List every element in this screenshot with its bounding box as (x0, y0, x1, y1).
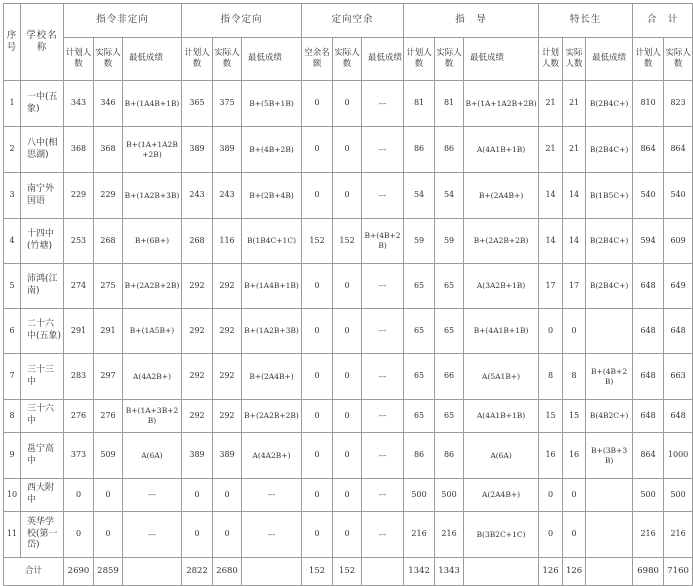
actual-cell: 0 (94, 479, 123, 512)
actual-cell: 0 (333, 264, 362, 309)
plan-cell: 0 (539, 512, 563, 558)
plan-cell: 65 (404, 354, 435, 400)
actual-cell: 0 (333, 81, 362, 127)
min-score-cell: B+(2A2B+2B) (123, 264, 182, 309)
actual-cell: 0 (333, 433, 362, 479)
actual-cell: 0 (563, 479, 586, 512)
plan-cell: 54 (404, 173, 435, 219)
min-score-cell: --- (123, 479, 182, 512)
actual-cell: 17 (563, 264, 586, 309)
total-cell (464, 558, 539, 586)
sub-header-plan: 计划人数 (182, 38, 213, 81)
actual-cell: 0 (94, 512, 123, 558)
min-score-cell: B+(1A4B+1B) (123, 81, 182, 127)
min-score-cell: --- (123, 512, 182, 558)
min-score-cell: B+(1A+3B+2B) (123, 400, 182, 433)
plan-cell: 59 (404, 219, 435, 264)
plan-cell: 0 (302, 512, 333, 558)
total-actual-cell: 540 (664, 173, 693, 219)
total-row (4, 558, 693, 586)
min-score-cell: B+(4B+2B) (586, 354, 633, 400)
row-index: 9 (4, 433, 21, 479)
plan-cell: 15 (539, 400, 563, 433)
plan-cell: 14 (539, 219, 563, 264)
header-school: 学校名称 (21, 4, 64, 81)
sub-header-plan: 计划人数 (539, 38, 563, 81)
plan-cell: 0 (64, 479, 94, 512)
row-index: 2 (4, 127, 21, 173)
plan-cell: 292 (182, 354, 213, 400)
total-cell: 126 (539, 558, 563, 586)
min-score-cell: B+(1A5B+) (123, 309, 182, 354)
min-score-cell: B+(4B+2B) (242, 127, 302, 173)
group-header: 指令定向 (182, 4, 302, 38)
sub-header-plan: 计划人数 (633, 38, 664, 81)
plan-cell: 292 (182, 400, 213, 433)
min-score-cell: B+(1A2B+3B) (242, 309, 302, 354)
plan-cell: 21 (539, 81, 563, 127)
total-cell (242, 558, 302, 586)
min-score-cell: B+(1A2B+3B) (123, 173, 182, 219)
actual-cell: 0 (333, 354, 362, 400)
plan-cell: 389 (182, 127, 213, 173)
plan-cell: 81 (404, 81, 435, 127)
group-header: 指令非定向 (64, 4, 182, 38)
row-index: 5 (4, 264, 21, 309)
actual-cell: 116 (213, 219, 242, 264)
actual-cell: 16 (563, 433, 586, 479)
plan-cell: 0 (302, 127, 333, 173)
actual-cell: 346 (94, 81, 123, 127)
sub-header-actual: 实际人数 (664, 38, 693, 81)
total-actual-cell: 663 (664, 354, 693, 400)
sub-header-actual: 实际人数 (333, 38, 362, 81)
plan-cell: 16 (539, 433, 563, 479)
total-actual-cell: 648 (664, 400, 693, 433)
total-actual-cell: 648 (664, 309, 693, 354)
min-score-cell (586, 512, 633, 558)
sub-header-min-score: 最低成绩 (242, 38, 302, 81)
sub-header-vacancy: 空余名额 (302, 38, 333, 81)
min-score-cell: A(5A1B+) (464, 354, 539, 400)
row-index: 4 (4, 219, 21, 264)
actual-cell: 0 (213, 512, 242, 558)
plan-cell: 389 (182, 433, 213, 479)
total-cell (586, 558, 633, 586)
sub-header-plan: 计划人数 (404, 38, 435, 81)
actual-cell: 297 (94, 354, 123, 400)
sub-header-row (4, 38, 693, 81)
min-score-cell: B+(5B+1B) (242, 81, 302, 127)
school-name: 十四中(竹塘) (21, 219, 64, 264)
plan-cell: 0 (302, 81, 333, 127)
min-score-cell: A(2A4B+) (464, 479, 539, 512)
row-index: 6 (4, 309, 21, 354)
plan-cell: 0 (182, 512, 213, 558)
min-score-cell: --- (362, 433, 404, 479)
min-score-cell: B+(2A4B+) (242, 354, 302, 400)
plan-cell: 0 (302, 173, 333, 219)
school-name: 西大附中 (21, 479, 64, 512)
table-row (4, 354, 693, 400)
min-score-cell: A(4A2B+) (242, 433, 302, 479)
plan-cell: 0 (302, 400, 333, 433)
actual-cell: 66 (435, 354, 464, 400)
table-row (4, 433, 693, 479)
table-body (4, 81, 693, 586)
sub-header-min-score: 最低成绩 (362, 38, 404, 81)
plan-cell: 292 (182, 309, 213, 354)
total-cell (123, 558, 182, 586)
plan-cell: 8 (539, 354, 563, 400)
min-score-cell: --- (362, 400, 404, 433)
actual-cell: 15 (563, 400, 586, 433)
plan-cell: 14 (539, 173, 563, 219)
table-row (4, 127, 693, 173)
min-score-cell: --- (362, 479, 404, 512)
plan-cell: 152 (302, 219, 333, 264)
actual-cell: 0 (333, 400, 362, 433)
plan-cell: 0 (539, 479, 563, 512)
min-score-cell: B+(6B+) (123, 219, 182, 264)
row-index: 3 (4, 173, 21, 219)
plan-cell: 253 (64, 219, 94, 264)
actual-cell: 0 (333, 512, 362, 558)
plan-cell: 274 (64, 264, 94, 309)
actual-cell: 375 (213, 81, 242, 127)
min-score-cell: A(4A2B+) (123, 354, 182, 400)
total-plan-cell: 594 (633, 219, 664, 264)
actual-cell: 243 (213, 173, 242, 219)
actual-cell: 0 (333, 173, 362, 219)
min-score-cell: A(3A2B+1B) (464, 264, 539, 309)
actual-cell: 14 (563, 219, 586, 264)
actual-cell: 152 (333, 219, 362, 264)
min-score-cell: B+(1A4B+1B) (242, 264, 302, 309)
actual-cell: 368 (94, 127, 123, 173)
min-score-cell: A(6A) (123, 433, 182, 479)
school-name: 八中(相思湖) (21, 127, 64, 173)
table-row (4, 309, 693, 354)
plan-cell: 291 (64, 309, 94, 354)
min-score-cell: --- (362, 512, 404, 558)
sub-header-min-score: 最低成绩 (464, 38, 539, 81)
min-score-cell: B+(2A4B+) (464, 173, 539, 219)
plan-cell: 365 (182, 81, 213, 127)
actual-cell: 65 (435, 400, 464, 433)
plan-cell: 268 (182, 219, 213, 264)
actual-cell: 276 (94, 400, 123, 433)
sub-header-plan: 计划人数 (64, 38, 94, 81)
plan-cell: 0 (64, 512, 94, 558)
min-score-cell: B+(4A1B+1B) (464, 309, 539, 354)
total-actual-cell: 500 (664, 479, 693, 512)
min-score-cell: --- (362, 264, 404, 309)
actual-cell: 389 (213, 127, 242, 173)
sub-header-actual: 实际人数 (563, 38, 586, 81)
total-cell: 152 (333, 558, 362, 586)
group-header: 合 计 (633, 4, 693, 38)
header-index: 序号 (4, 4, 21, 81)
actual-cell: 81 (435, 81, 464, 127)
min-score-cell (586, 309, 633, 354)
group-header-row (4, 4, 693, 38)
total-plan-cell: 216 (633, 512, 664, 558)
actual-cell: 65 (435, 309, 464, 354)
total-plan-cell: 648 (633, 264, 664, 309)
min-score-cell: A(6A) (464, 433, 539, 479)
plan-cell: 283 (64, 354, 94, 400)
total-cell: 126 (563, 558, 586, 586)
min-score-cell: B+(4B+2B) (362, 219, 404, 264)
actual-cell: 275 (94, 264, 123, 309)
sub-header-min-score: 最低成绩 (586, 38, 633, 81)
admission-quota-table (3, 3, 693, 586)
school-name: 三十六中 (21, 400, 64, 433)
min-score-cell: B(1B5C+) (586, 173, 633, 219)
group-header: 定向空余 (302, 4, 404, 38)
min-score-cell (586, 479, 633, 512)
actual-cell: 86 (435, 433, 464, 479)
total-plan-cell: 864 (633, 433, 664, 479)
min-score-cell: --- (362, 354, 404, 400)
plan-cell: 21 (539, 127, 563, 173)
total-cell: 7160 (664, 558, 693, 586)
plan-cell: 373 (64, 433, 94, 479)
school-name: 二十六中(五象) (21, 309, 64, 354)
plan-cell: 500 (404, 479, 435, 512)
plan-cell: 0 (182, 479, 213, 512)
min-score-cell: B(2B4C+) (586, 81, 633, 127)
table-row (4, 81, 693, 127)
sub-header-min-score: 最低成绩 (123, 38, 182, 81)
actual-cell: 8 (563, 354, 586, 400)
plan-cell: 65 (404, 309, 435, 354)
total-plan-cell: 864 (633, 127, 664, 173)
plan-cell: 0 (302, 433, 333, 479)
total-actual-cell: 649 (664, 264, 693, 309)
school-name: 英华学校(第一岱) (21, 512, 64, 558)
total-cell: 1343 (435, 558, 464, 586)
min-score-cell: --- (242, 512, 302, 558)
min-score-cell: --- (362, 173, 404, 219)
actual-cell: 292 (213, 309, 242, 354)
actual-cell: 0 (563, 512, 586, 558)
actual-cell: 0 (333, 479, 362, 512)
actual-cell: 292 (213, 400, 242, 433)
school-name: 三十三中 (21, 354, 64, 400)
plan-cell: 0 (302, 309, 333, 354)
min-score-cell: B(1B4C+1C) (242, 219, 302, 264)
min-score-cell: B+(1A+1A2B+2B) (464, 81, 539, 127)
total-actual-cell: 823 (664, 81, 693, 127)
table-row (4, 173, 693, 219)
total-plan-cell: 500 (633, 479, 664, 512)
plan-cell: 0 (302, 264, 333, 309)
table-row (4, 512, 693, 558)
min-score-cell: B+(1A+1A2B+2B) (123, 127, 182, 173)
total-cell: 6980 (633, 558, 664, 586)
sub-header-actual: 实际人数 (435, 38, 464, 81)
group-header: 特长生 (539, 4, 633, 38)
actual-cell: 389 (213, 433, 242, 479)
actual-cell: 54 (435, 173, 464, 219)
min-score-cell: B(2B4C+) (586, 219, 633, 264)
total-cell: 2690 (64, 558, 94, 586)
table-row (4, 219, 693, 264)
row-index: 8 (4, 400, 21, 433)
actual-cell: 291 (94, 309, 123, 354)
table-row (4, 264, 693, 309)
min-score-cell: --- (362, 309, 404, 354)
min-score-cell: A(4A1B+1B) (464, 127, 539, 173)
plan-cell: 292 (182, 264, 213, 309)
min-score-cell: B(2B4C+) (586, 264, 633, 309)
row-index: 1 (4, 81, 21, 127)
total-plan-cell: 810 (633, 81, 664, 127)
plan-cell: 86 (404, 433, 435, 479)
min-score-cell: B+(3B+3B) (586, 433, 633, 479)
min-score-cell: B(2B4C+) (586, 127, 633, 173)
total-actual-cell: 216 (664, 512, 693, 558)
plan-cell: 86 (404, 127, 435, 173)
actual-cell: 292 (213, 354, 242, 400)
table-row (4, 400, 693, 433)
plan-cell: 65 (404, 400, 435, 433)
total-cell: 2822 (182, 558, 213, 586)
plan-cell: 229 (64, 173, 94, 219)
actual-cell: 216 (435, 512, 464, 558)
total-cell: 2680 (213, 558, 242, 586)
total-label: 合计 (4, 558, 64, 586)
total-cell: 2859 (94, 558, 123, 586)
actual-cell: 229 (94, 173, 123, 219)
actual-cell: 14 (563, 173, 586, 219)
min-score-cell: B+(2A2B+2B) (242, 400, 302, 433)
plan-cell: 65 (404, 264, 435, 309)
min-score-cell: --- (362, 127, 404, 173)
actual-cell: 86 (435, 127, 464, 173)
total-actual-cell: 1000 (664, 433, 693, 479)
plan-cell: 0 (302, 354, 333, 400)
actual-cell: 21 (563, 81, 586, 127)
min-score-cell: --- (242, 479, 302, 512)
total-actual-cell: 609 (664, 219, 693, 264)
sub-header-actual: 实际人数 (213, 38, 242, 81)
table-row (4, 479, 693, 512)
plan-cell: 0 (539, 309, 563, 354)
total-plan-cell: 648 (633, 354, 664, 400)
row-index: 10 (4, 479, 21, 512)
actual-cell: 0 (563, 309, 586, 354)
min-score-cell: B+(2A2B+2B) (464, 219, 539, 264)
min-score-cell: --- (362, 81, 404, 127)
total-actual-cell: 864 (664, 127, 693, 173)
plan-cell: 243 (182, 173, 213, 219)
group-header: 指 导 (404, 4, 539, 38)
actual-cell: 65 (435, 264, 464, 309)
total-plan-cell: 648 (633, 309, 664, 354)
school-name: 一中(五象) (21, 81, 64, 127)
plan-cell: 276 (64, 400, 94, 433)
plan-cell: 368 (64, 127, 94, 173)
school-name: 沛鸿(江南) (21, 264, 64, 309)
sub-header-actual: 实际人数 (94, 38, 123, 81)
actual-cell: 268 (94, 219, 123, 264)
actual-cell: 0 (333, 309, 362, 354)
total-cell: 1342 (404, 558, 435, 586)
actual-cell: 59 (435, 219, 464, 264)
actual-cell: 292 (213, 264, 242, 309)
actual-cell: 509 (94, 433, 123, 479)
plan-cell: 343 (64, 81, 94, 127)
min-score-cell: B(3B2C+1C) (464, 512, 539, 558)
row-index: 11 (4, 512, 21, 558)
school-name: 南宁外国语 (21, 173, 64, 219)
total-plan-cell: 648 (633, 400, 664, 433)
total-cell (362, 558, 404, 586)
plan-cell: 17 (539, 264, 563, 309)
actual-cell: 0 (333, 127, 362, 173)
total-cell: 152 (302, 558, 333, 586)
school-name: 邕宁高中 (21, 433, 64, 479)
min-score-cell: A(4A1B+1B) (464, 400, 539, 433)
actual-cell: 0 (213, 479, 242, 512)
actual-cell: 500 (435, 479, 464, 512)
plan-cell: 0 (302, 479, 333, 512)
actual-cell: 21 (563, 127, 586, 173)
plan-cell: 216 (404, 512, 435, 558)
min-score-cell: B(4B2C+) (586, 400, 633, 433)
row-index: 7 (4, 354, 21, 400)
min-score-cell: B+(2B+4B) (242, 173, 302, 219)
total-plan-cell: 540 (633, 173, 664, 219)
